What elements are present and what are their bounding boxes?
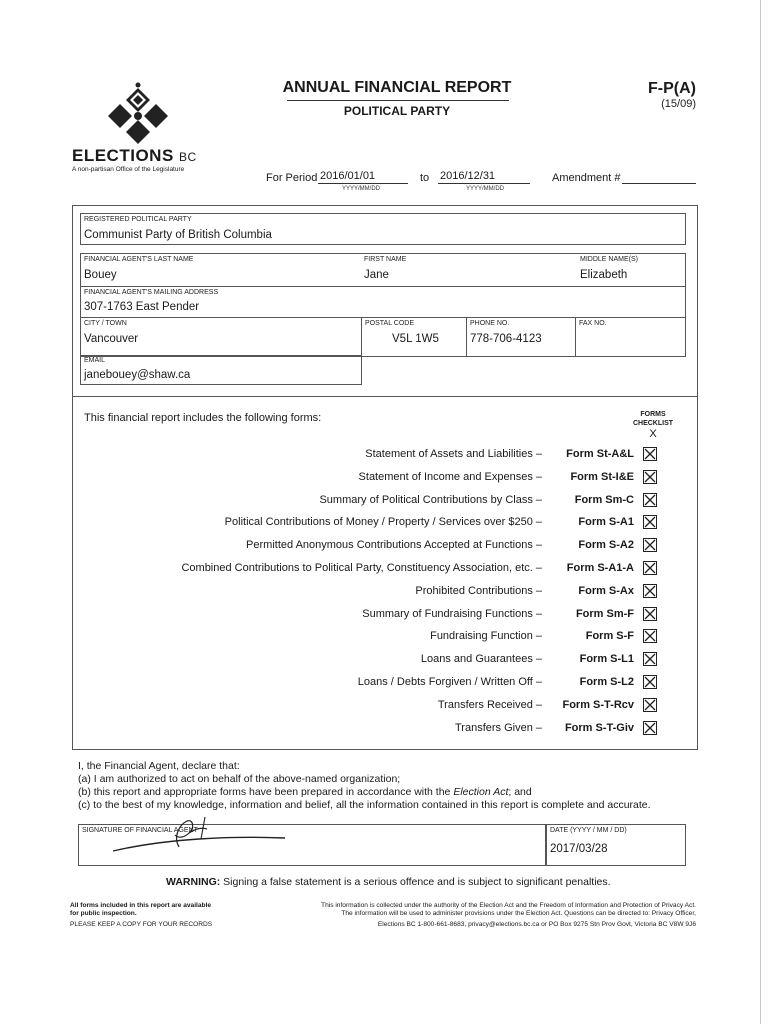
checklist-checkbox[interactable] — [643, 538, 657, 552]
checkbox-x-icon — [644, 516, 656, 528]
checklist-row-form-code: Form Sm-F — [575, 608, 634, 620]
checklist-checkbox[interactable] — [643, 493, 657, 507]
checklist-checkbox[interactable] — [643, 515, 657, 529]
report-title: ANNUAL FINANCIAL REPORT — [282, 79, 512, 96]
city-value[interactable]: Vancouver — [84, 333, 139, 345]
declaration-intro: I, the Financial Agent, declare that: — [78, 760, 240, 772]
section-divider — [72, 396, 698, 397]
party-label: REGISTERED POLITICAL PARTY — [84, 216, 192, 223]
checklist-row-form-code: Form S-Ax — [578, 585, 634, 597]
col-divider — [361, 317, 362, 357]
date-field[interactable] — [546, 824, 686, 866]
last-name-label: FINANCIAL AGENT'S LAST NAME — [84, 256, 194, 263]
form-code: F-P(A) — [648, 80, 696, 97]
checklist-row-description: Statement of Income and Expenses – — [358, 471, 542, 483]
footer-right-3: Elections BC 1-800-661-8683, privacy@elections.bc.ca or PO Box 9275 Stn Prov Govt, Victoria BC V8W 9J6 — [377, 921, 696, 928]
title-underline — [287, 100, 509, 101]
checkbox-x-icon — [644, 608, 656, 620]
footer-right-1: This information is collected under the authority of the Election Act and the Freedom of Information and Protection of Privacy Act. — [321, 902, 696, 909]
last-name-value[interactable]: Bouey — [84, 269, 117, 281]
warning-label: WARNING: — [166, 876, 221, 888]
checkbox-x-icon — [644, 585, 656, 597]
col-divider — [466, 317, 467, 357]
checklist-row-form-code: Form S-L2 — [579, 676, 634, 688]
elections-bc-logo — [68, 82, 208, 182]
address-label: FINANCIAL AGENT'S MAILING ADDRESS — [84, 289, 219, 296]
fax-label: FAX NO. — [579, 320, 607, 327]
period-to-hint: YYYY/MM/DD — [466, 186, 505, 192]
checklist-row-form-code: Form S-A1 — [578, 516, 634, 528]
col-divider — [575, 317, 576, 357]
address-value[interactable]: 307-1763 East Pender — [84, 301, 200, 313]
checklist-row-form-code: Form S-T-Rcv — [562, 699, 634, 711]
checkbox-x-icon — [644, 653, 656, 665]
phone-label: PHONE NO. — [470, 320, 510, 327]
checklist-row-description: Combined Contributions to Political Party, Constituency Association, etc. – — [181, 562, 542, 574]
signature-mark-icon — [109, 811, 289, 855]
row-divider — [80, 317, 686, 318]
checklist-checkbox[interactable] — [643, 561, 657, 575]
declaration-b-text: (b) this report and appropriate forms have been prepared in accordance with the — [78, 786, 454, 798]
footer-left-2: for public inspection. — [70, 910, 137, 917]
middle-name-value[interactable]: Elizabeth — [580, 269, 628, 281]
page-edge-rule — [760, 0, 761, 1024]
logo-tagline: A non-partisan Office of the Legislature — [72, 166, 185, 173]
first-name-label: FIRST NAME — [364, 256, 407, 263]
checkbox-x-icon — [644, 722, 656, 734]
checklist-row-form-code: Form S-T-Giv — [564, 722, 634, 734]
logo-wordmark: ELECTIONS BC — [72, 146, 197, 165]
amendment-line — [622, 183, 696, 184]
checklist-intro: This financial report includes the following forms: — [84, 412, 322, 424]
checklist-row-description: Transfers Received – — [437, 699, 542, 711]
period-from-hint: YYYY/MM/DD — [342, 186, 381, 192]
date-value: 2017/03/28 — [550, 843, 608, 855]
footer-left-3: PLEASE KEEP A COPY FOR YOUR RECORDS — [70, 921, 213, 928]
checkbox-x-icon — [644, 539, 656, 551]
amendment-label: Amendment # — [552, 172, 621, 184]
email-field[interactable] — [80, 355, 362, 385]
checklist-checkbox[interactable] — [643, 698, 657, 712]
checklist-row-form-code: Form Sm-C — [574, 494, 634, 506]
signature-label: SIGNATURE OF FINANCIAL AGENT — [82, 827, 198, 834]
checklist-checkbox[interactable] — [643, 629, 657, 643]
checklist-row-description: Fundraising Function – — [430, 630, 542, 642]
checklist-row-description: Prohibited Contributions – — [415, 585, 542, 597]
postal-code-label: POSTAL CODE — [365, 320, 415, 327]
phone-value[interactable]: 778-706-4123 — [470, 333, 542, 345]
checklist-checkbox[interactable] — [643, 675, 657, 689]
email-label: EMAIL — [84, 357, 106, 364]
period-to-line — [438, 183, 530, 184]
date-label: DATE (YYYY / MM / DD) — [550, 827, 627, 834]
footer-left-1: All forms included in this report are available — [70, 902, 212, 909]
form-revision: (15/09) — [661, 98, 696, 110]
checkbox-x-icon — [644, 630, 656, 642]
checklist-row-form-code: Form St-I&E — [570, 471, 634, 483]
checkbox-x-icon — [644, 471, 656, 483]
checklist-row-form-code: Form S-L1 — [579, 653, 634, 665]
middle-name-label: MIDDLE NAME(S) — [580, 256, 638, 263]
city-label: CITY / TOWN — [84, 320, 127, 327]
footer-right-2: The information will be used to administer provisions under the Election Act. Questions can be directed to: Privacy Officer, — [341, 910, 696, 917]
checklist-row-form-code: Form St-A&L — [566, 448, 634, 460]
checklist-row-description: Summary of Fundraising Functions – — [362, 608, 542, 620]
checklist-checkbox[interactable] — [643, 470, 657, 484]
party-field[interactable] — [80, 213, 686, 245]
period-to-value[interactable]: 2016/12/31 — [440, 170, 496, 182]
checklist-header-line1: FORMS — [640, 411, 666, 418]
checklist-checkbox[interactable] — [643, 652, 657, 666]
checklist-row-description: Political Contributions of Money / Property / Services over $250 – — [224, 516, 542, 528]
logo-emblem-icon — [98, 82, 178, 146]
checklist-checkbox[interactable] — [643, 607, 657, 621]
first-name-value[interactable]: Jane — [364, 269, 389, 281]
checkbox-x-icon — [644, 562, 656, 574]
checklist-checkbox[interactable] — [643, 721, 657, 735]
period-from-value[interactable]: 2016/01/01 — [320, 170, 376, 182]
declaration-b-end: ; and — [508, 786, 532, 798]
checklist-row-description: Transfers Given – — [454, 722, 542, 734]
declaration-b-act: Election Act — [453, 786, 509, 798]
period-to-label: to — [420, 172, 430, 184]
postal-code-value[interactable]: V5L 1W5 — [392, 333, 439, 345]
checkbox-x-icon — [644, 448, 656, 460]
report-subtitle: POLITICAL PARTY — [343, 104, 451, 118]
declaration-a: (a) I am authorized to act on behalf of the above-named organization; — [78, 773, 401, 785]
checkbox-x-icon — [644, 699, 656, 711]
checklist-row-description: Loans / Debts Forgiven / Written Off – — [357, 676, 542, 688]
period-label: For Period — [266, 172, 318, 184]
checklist-row-form-code: Form S-A1-A — [566, 562, 634, 574]
declaration-c: (c) to the best of my knowledge, information and belief, all the information contained in this report is complete and accurate. — [78, 799, 651, 811]
checklist-header-line2: CHECKLIST — [632, 420, 674, 427]
signature-field[interactable] — [78, 824, 546, 866]
checklist-checkbox[interactable] — [643, 584, 657, 598]
checklist-checkbox[interactable] — [643, 447, 657, 461]
declaration-b — [78, 786, 532, 798]
checklist-row-form-code: Form S-F — [585, 630, 634, 642]
checkbox-x-icon — [644, 676, 656, 688]
party-value: Communist Party of British Columbia — [84, 229, 272, 241]
warning-line — [166, 876, 611, 888]
warning-text: Signing a false statement is a serious offence and is subject to significant penalties. — [223, 876, 611, 888]
checklist-header — [618, 410, 688, 439]
checklist-row-description: Summary of Political Contributions by Class – — [319, 494, 542, 506]
row-divider — [80, 286, 686, 287]
checklist-header-mark: X — [649, 428, 657, 440]
checklist-row-description: Statement of Assets and Liabilities – — [365, 448, 542, 460]
checklist-row-description: Permitted Anonymous Contributions Accepted at Functions – — [246, 539, 542, 551]
period-from-line — [318, 183, 408, 184]
checklist-row-description: Loans and Guarantees – — [420, 653, 542, 665]
checklist-row-form-code: Form S-A2 — [578, 539, 634, 551]
email-value: janebouey@shaw.ca — [84, 369, 191, 381]
checkbox-x-icon — [644, 494, 656, 506]
